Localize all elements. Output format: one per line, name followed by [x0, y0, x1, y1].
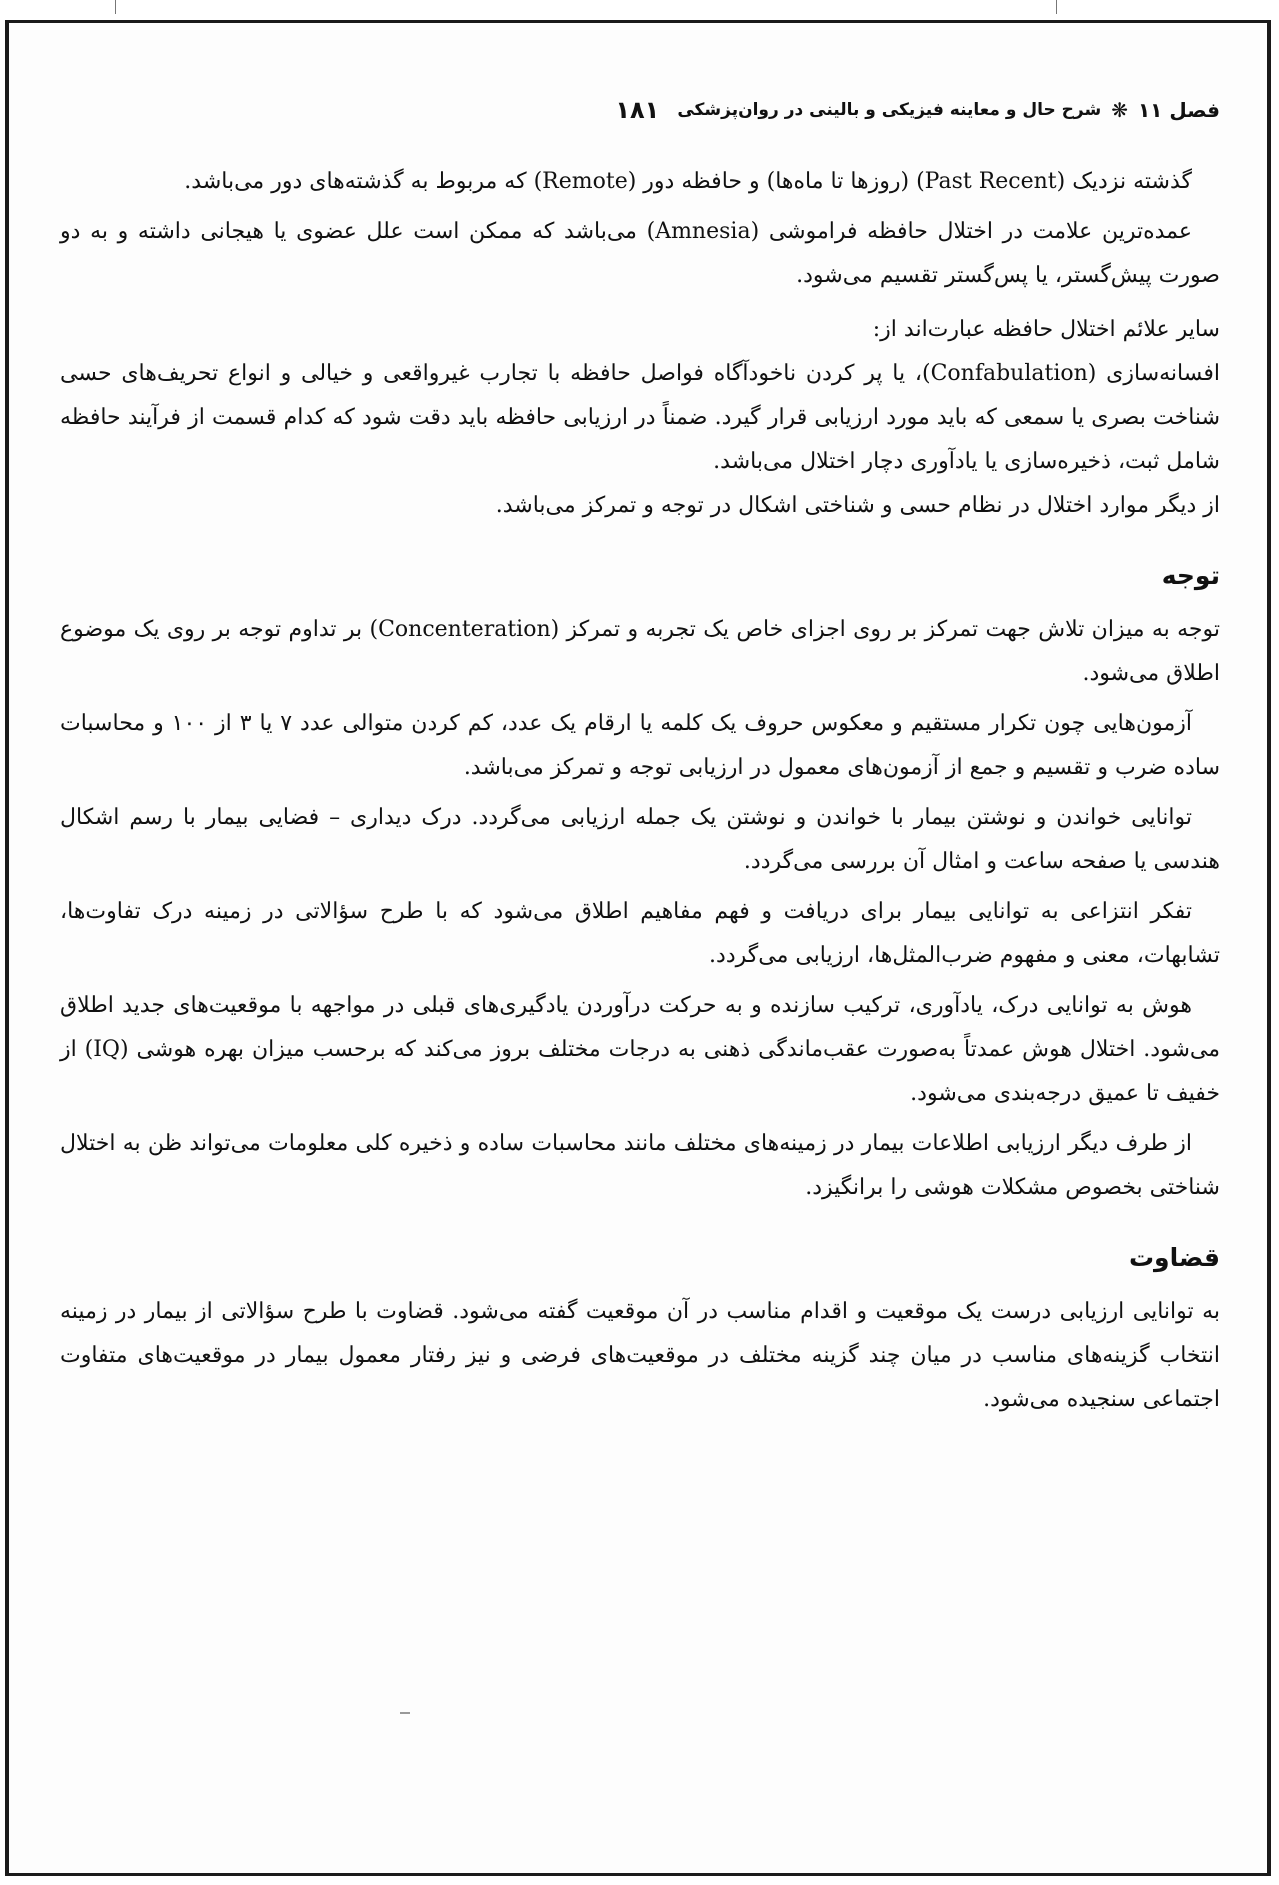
paragraph: از دیگر موارد اختلال در نظام حسی و شناختی اشکال در توجه و تمرکز می‌باشد. — [495, 493, 1220, 518]
paragraph: گذشته نزدیک (Past Recent) (روزها تا ماه‌ها) و حافظه دور (Remote) که مربوط به گذشته‌های دور می‌باشد. — [184, 169, 1192, 194]
paragraph: به توانایی ارزیابی درست یک موقعیت و اقدام مناسب در آن موقعیت گفته می‌شود. قضاوت با طرح سؤالاتی از بیمار در زمینه انتخاب گزینه‌های مناسب در میان چند گزینه مختلف در موقعیت‌های فرضی و نیز رفتار معمول بیمار در موقعیت‌های متفاوت اجتماعی سنجیده می‌شود. — [60, 1299, 1220, 1412]
book-page — [60, 90, 1220, 1428]
separator-icon: ❋ — [1111, 98, 1128, 122]
paragraph: تفکر انتزاعی به توانایی بیمار برای دریافت و فهم مفاهیم اطلاق می‌شود که با طرح سؤالاتی در زمینه درک تفاوت‌ها، تشابهات، معنی و مفهوم ضرب‌المثل‌ها، ارزیابی می‌گردد. — [60, 899, 1220, 968]
paragraph: عمده‌ترین علامت در اختلال حافظه فراموشی (Amnesia) می‌باشد که ممکن است علل عضوی یا هیجانی داشته و به دو صورت پیش‌گستر، یا پس‌گستر تقسیم می‌شود. — [60, 219, 1220, 288]
running-title: شرح حال و معاینه فیزیکی و بالینی در روان‌پزشکی — [677, 100, 1102, 120]
section-heading-judgment: قضاوت — [1128, 1243, 1220, 1272]
memory-section — [60, 160, 1220, 528]
scan-smudge — [400, 1712, 410, 1714]
paragraph: از طرف دیگر ارزیابی اطلاعات بیمار در زمینه‌های مختلف مانند محاسبات ساده و ذخیره کلی معلومات می‌تواند ظن به اختلال شناختی بخصوص مشکلات هوشی را برانگیزد. — [60, 1131, 1220, 1200]
paragraph: افسانه‌سازی (Confabulation)، یا پر کردن ناخودآگاه فواصل حافظه با تجارب غیرواقعی و خیالی و انواع تحریف‌های حسی شناخت بصری یا سمعی که باید مورد ارزیابی قرار گیرد. ضمناً در ارزیابی حافظه باید دقت شود که کدام قسمت از فرآیند حافظه شامل ثبت، ذخیره‌سازی یا یادآوری دچار اختلال می‌باشد. — [60, 361, 1220, 474]
page-number: ۱۸۱ — [615, 96, 660, 124]
paragraph: آزمون‌هایی چون تکرار مستقیم و معکوس حروف یک کلمه یا ارقام یک عدد، کم کردن متوالی عدد ۷ یا ۳ از ۱۰۰ و محاسبات ساده ضرب و تقسیم و جمع از آزمون‌های معمول در ارزیابی توجه و تمرکز می‌باشد. — [60, 711, 1220, 780]
paragraph: هوش به توانایی درک، یادآوری، ترکیب سازنده و به حرکت درآوردن یادگیری‌های قبلی در مواجهه با موقعیت‌های جدید اطلاق می‌شود. اختلال هوش عمدتاً به‌صورت عقب‌ماندگی ذهنی به درجات مختلف بروز می‌کند که برحسب میزان بهره هوشی (IQ) از خفیف تا عمیق درجه‌بندی می‌شود. — [60, 993, 1220, 1106]
section-heading-attention: توجه — [1161, 561, 1220, 590]
paragraph: سایر علائم اختلال حافظه عبارت‌اند از: — [872, 317, 1220, 342]
paragraph: توجه به میزان تلاش جهت تمرکز بر روی اجزای خاص یک تجربه و تمرکز (Concenteration) بر تداوم توجه بر روی یک موضوع اطلاق می‌شود. — [60, 617, 1220, 686]
judgment-section — [60, 1238, 1220, 1422]
running-header — [60, 90, 1220, 130]
chapter-label: فصل ۱۱ — [1137, 98, 1220, 122]
paragraph: توانایی خواندن و نوشتن بیمار با خواندن و نوشتن یک جمله ارزیابی می‌گردد. درک دیداری – فضایی بیمار با رسم اشکال هندسی یا صفحه ساعت و امثال آن بررسی می‌گردد. — [60, 805, 1220, 874]
scan-top-edge — [115, 0, 1057, 14]
attention-section — [60, 556, 1220, 1210]
